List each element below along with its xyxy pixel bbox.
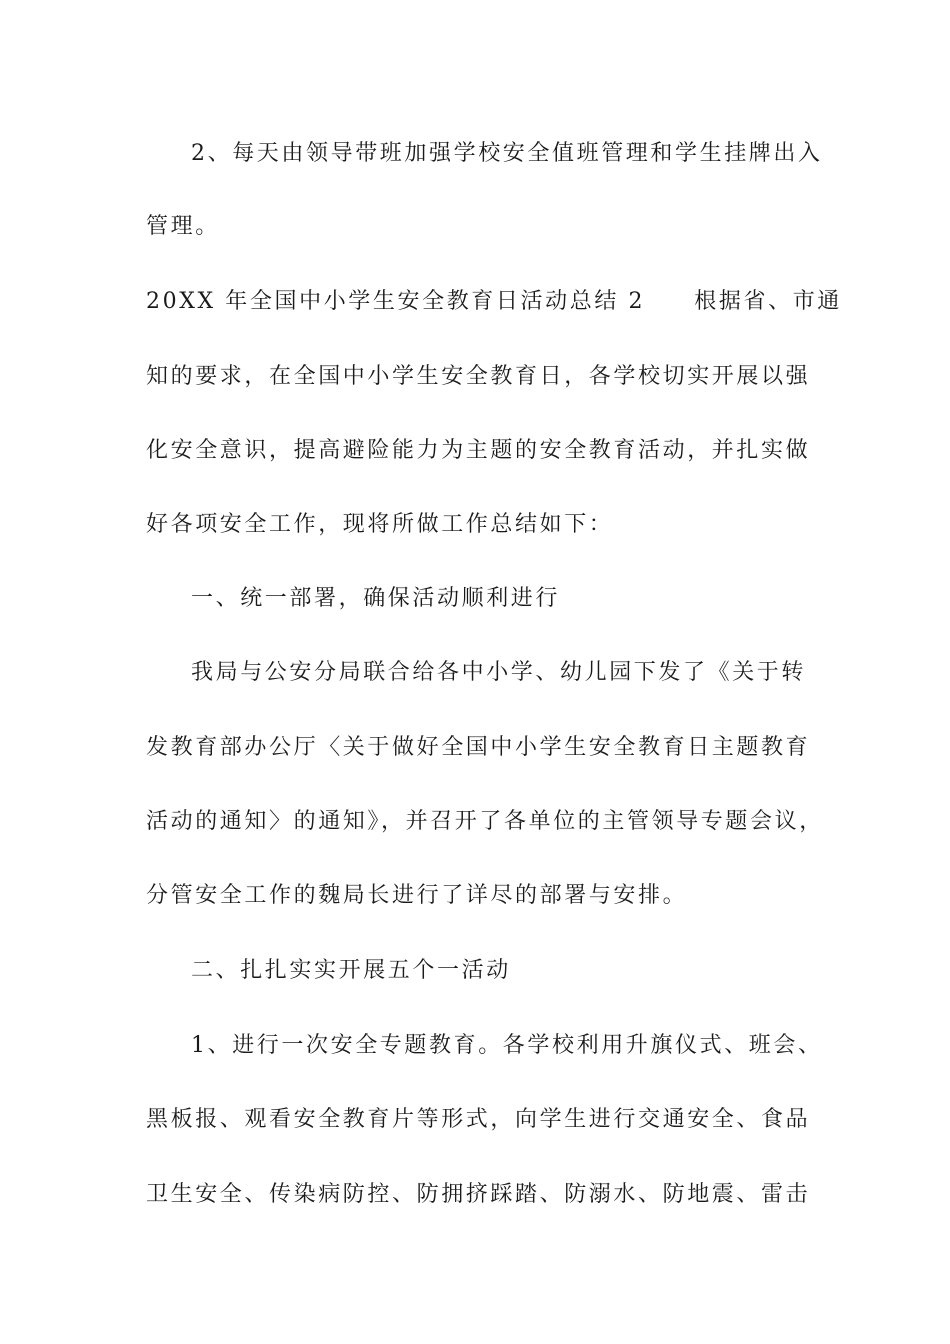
section-title-line: 20XX 年全国中小学生安全教育日活动总结 2 根据省、市通 (146, 289, 842, 314)
paragraph-line: 2、每天由领导带班加强学校安全值班管理和学生挂牌出入 (191, 141, 823, 166)
paragraph-line: 发教育部办公厅〈关于做好全国中小学生安全教育日主题教育 (146, 735, 811, 760)
paragraph-line: 好各项安全工作，现将所做工作总结如下： (146, 512, 614, 537)
paragraph-line: 化安全意识，提高避险能力为主题的安全教育活动，并扎实做 (146, 438, 811, 463)
paragraph-line: 分管安全工作的魏局长进行了详尽的部署与安排。 (146, 883, 688, 908)
heading-line: 二、扎扎实实开展五个一活动 (191, 958, 511, 983)
paragraph-line: 黑板报、观看安全教育片等形式，向学生进行交通安全、食品 (146, 1107, 811, 1132)
paragraph-line: 活动的通知〉的通知》，并召开了各单位的主管领导专题会议， (146, 809, 824, 834)
paragraph-line: 1、进行一次安全专题教育。各学校利用升旗仪式、班会、 (191, 1033, 823, 1058)
paragraph-line: 我局与公安分局联合给各中小学、幼儿园下发了《关于转 (191, 660, 807, 685)
paragraph-line: 卫生安全、传染病防控、防拥挤踩踏、防溺水、防地震、雷击 (146, 1182, 811, 1207)
heading-line: 一、统一部署，确保活动顺利进行 (191, 586, 561, 611)
paragraph-line: 管理。 (146, 214, 220, 239)
paragraph-line: 知的要求，在全国中小学生安全教育日，各学校切实开展以强 (146, 364, 811, 389)
